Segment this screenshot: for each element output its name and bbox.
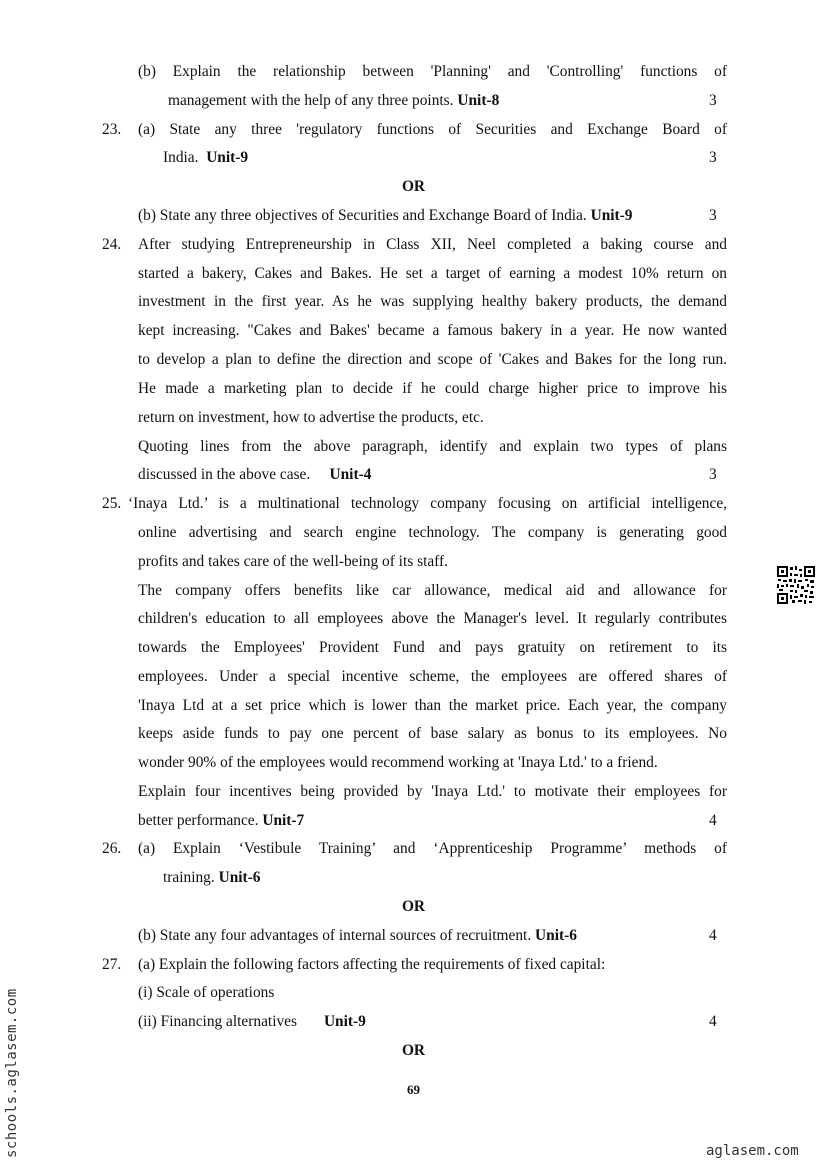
q25-line: employees. Under a special incentive scheme, the employees are offered shares of: [138, 668, 727, 685]
q26b-unit: Unit-6: [535, 927, 577, 944]
q27-ii-line: (ii) Financing alternatives Unit-9: [138, 1013, 366, 1030]
q25-line: ‘Inaya Ltd.’ is a multinational technology company focusing on artificial intelligence,: [128, 495, 727, 512]
q26a-line2: training. Unit-6: [163, 869, 261, 886]
q25-line: The company offers benefits like car allowance, medical aid and allowance for: [138, 582, 727, 599]
q26-or: OR: [401, 898, 426, 915]
q27-unit: Unit-9: [323, 1013, 366, 1030]
q23a-line2: India. Unit-9: [163, 149, 249, 166]
q24-number: 24.: [102, 236, 122, 253]
q25-line: profits and takes care of the well-being of its staff.: [138, 553, 448, 570]
q23-or: OR: [401, 178, 426, 195]
q24-marks: 3: [709, 466, 717, 483]
q27-marks: 4: [709, 1013, 717, 1030]
q24-line: started a bakery, Cakes and Bakes. He set a target of earning a modest 10% return on: [138, 265, 727, 282]
q25-line: Explain four incentives being provided by 'Inaya Ltd.' to motivate their employees for: [138, 783, 727, 800]
q26-number: 26.: [102, 840, 122, 857]
q22b-marks: 3: [709, 92, 717, 109]
q25-line: towards the Employees' Provident Fund and pays gratuity on retirement to its: [138, 639, 727, 656]
q23a-line1: (a) State any three 'regulatory functions of Securities and Exchange Board of: [138, 121, 727, 138]
q24-line: He made a marketing plan to decide if he could charge higher price to improve his: [138, 380, 727, 397]
qr-code-icon: [776, 565, 816, 605]
q25-line: wonder 90% of the employees would recommend working at 'Inaya Ltd.' to a friend.: [138, 754, 658, 771]
q25-line: keeps aside funds to pay one percent of base salary as bonus to its employees. No: [138, 725, 727, 742]
q24-line-last: discussed in the above case. Unit-4: [138, 466, 372, 483]
q24-line: After studying Entrepreneurship in Class XII, Neel completed a baking course and: [138, 236, 727, 253]
q25-unit: Unit-7: [262, 812, 305, 829]
q23a-unit: Unit-9: [206, 149, 249, 166]
q25-line: 'Inaya Ltd at a set price which is lower than the market price. Each year, the company: [138, 697, 727, 714]
q27-or: OR: [401, 1042, 426, 1059]
side-watermark: schools.aglasem.com: [4, 988, 20, 1158]
q25-line-last: better performance. Unit-7: [138, 812, 305, 829]
q26b-line: (b) State any four advantages of internal sources of recruitment. Unit-6: [138, 927, 577, 944]
q23b-line: (b) State any three objectives of Securities and Exchange Board of India. Unit-9: [138, 207, 633, 224]
bottom-watermark: aglasem.com: [706, 1143, 799, 1159]
q22b-line1: (b) Explain the relationship between 'Planning' and 'Controlling' functions of: [138, 63, 727, 80]
page-number: 69: [407, 1082, 420, 1097]
q26a-unit: Unit-6: [218, 869, 261, 886]
q25-line: children's education to all employees above the Manager's level. It regularly contributes: [138, 610, 727, 627]
q27-number: 27.: [102, 956, 122, 973]
q27a-line: (a) Explain the following factors affecting the requirements of fixed capital:: [138, 956, 606, 973]
q22b-line2: management with the help of any three points. Unit-8: [168, 92, 500, 109]
q25-line: online advertising and search engine technology. The company is generating good: [138, 524, 727, 541]
q24-line: Quoting lines from the above paragraph, identify and explain two types of plans: [138, 438, 727, 455]
q22b-unit: Unit-8: [457, 92, 500, 109]
q23-number: 23.: [102, 121, 122, 138]
q25-marks: 4: [709, 812, 717, 829]
q27-i-line: (i) Scale of operations: [138, 984, 275, 1001]
q25-number: 25.: [102, 495, 122, 512]
q23b-marks: 3: [709, 207, 717, 224]
q23b-unit: Unit-9: [590, 207, 633, 224]
q26a-line1: (a) Explain ‘Vestibule Training’ and ‘Apprenticeship Programme’ methods of: [138, 840, 727, 857]
q24-line: return on investment, how to advertise the products, etc.: [138, 409, 484, 426]
q24-line: investment in the first year. As he was supplying healthy bakery products, the demand: [138, 293, 727, 310]
q24-line: kept increasing. "Cakes and Bakes' became a famous bakery in a year. He now wanted: [138, 322, 727, 339]
q23a-marks: 3: [709, 149, 717, 166]
q24-line: to develop a plan to define the direction and scope of 'Cakes and Bakes for the long run.: [138, 351, 727, 368]
q26b-marks: 4: [709, 927, 717, 944]
q24-unit: Unit-4: [329, 466, 372, 483]
